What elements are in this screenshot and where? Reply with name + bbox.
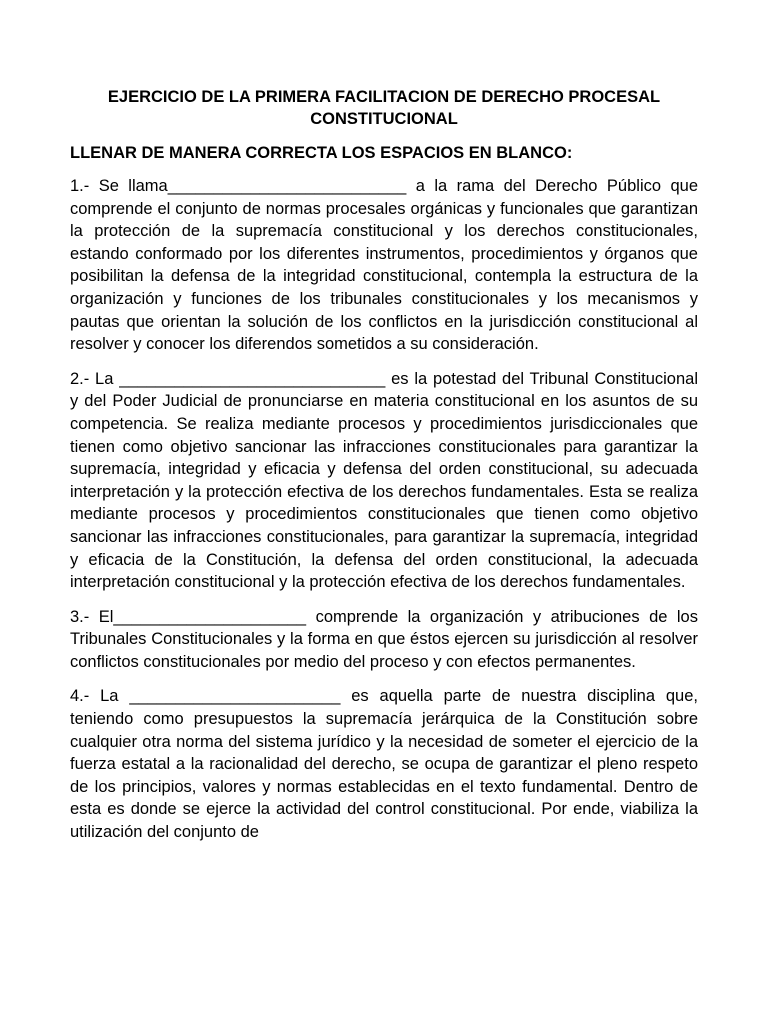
document-page <box>70 86 698 844</box>
document-title-line-1: EJERCICIO DE LA PRIMERA FACILITACION DE DERECHO PROCESAL <box>107 88 661 106</box>
instruction-heading: LLENAR DE MANERA CORRECTA LOS ESPACIOS EN BLANCO: <box>70 144 573 162</box>
paragraph-4: 4.- La _______________________ es aquella parte de nuestra disciplina que, teniendo como presupuestos la supremacía jerárquica de la Constitución sobre cualquier otra norma del sistema jurídico y la necesidad de someter el ejercicio de la fuerza estatal a la racionalidad del derecho, se ocupa de garantizar el pleno respeto de los principios, valores y normas establecidas en el texto fundamental. Dentro de esta es donde se ejerce la actividad del control constitucional. Por ende, viabiliza la utilización del conjunto de <box>70 687 698 842</box>
paragraph-1: 1.- Se llama__________________________ a la rama del Derecho Público que comprende el conjunto de normas procesales orgánicas y funcionales que garantizan la protección de la supremacía constitucional y los derechos constitucionales, estando conformado por los diferentes instrumentos, procedimientos y órganos que posibilitan la defensa de la integridad constitucional, contempla la estructura de la organización y funciones de los tribunales constitucionales y los mecanismos y pautas que orientan la solución de los conflictos en la jurisdicción constitucional al resolver y conocer los diferendos sometidos a su consideración. <box>70 177 698 354</box>
paragraph-2: 2.- La _____________________________ es la potestad del Tribunal Constitucional y del Poder Judicial de pronunciarse en materia constitucional en los asuntos de su competencia. Se realiza mediante procesos y procedimientos jurisdiccionales que tienen como objetivo sancionar las infracciones constitucionales para garantizar la supremacía, integridad y eficacia y defensa del orden constitucional, su adecuada interpretación y la protección efectiva de los derechos fundamentales. Esta se realiza mediante procesos y procedimientos constitucionales que tienen como objetivo sancionar las infracciones constitucionales, para garantizar la supremacía, integridad y eficacia de la Constitución, la defensa del orden constitucional, la adecuada interpretación constitucional y la protección efectiva de los derechos fundamentales. <box>70 369 698 592</box>
paragraph-3: 3.- El_____________________ comprende la organización y atribuciones de los Tribunales Constitucionales y la forma en que éstos ejercen su jurisdicción al resolver conflictos constitucionales por medio del proceso y con efectos permanentes. <box>70 607 698 671</box>
document-title-line-2: CONSTITUCIONAL <box>310 110 458 128</box>
document-title <box>70 86 698 130</box>
